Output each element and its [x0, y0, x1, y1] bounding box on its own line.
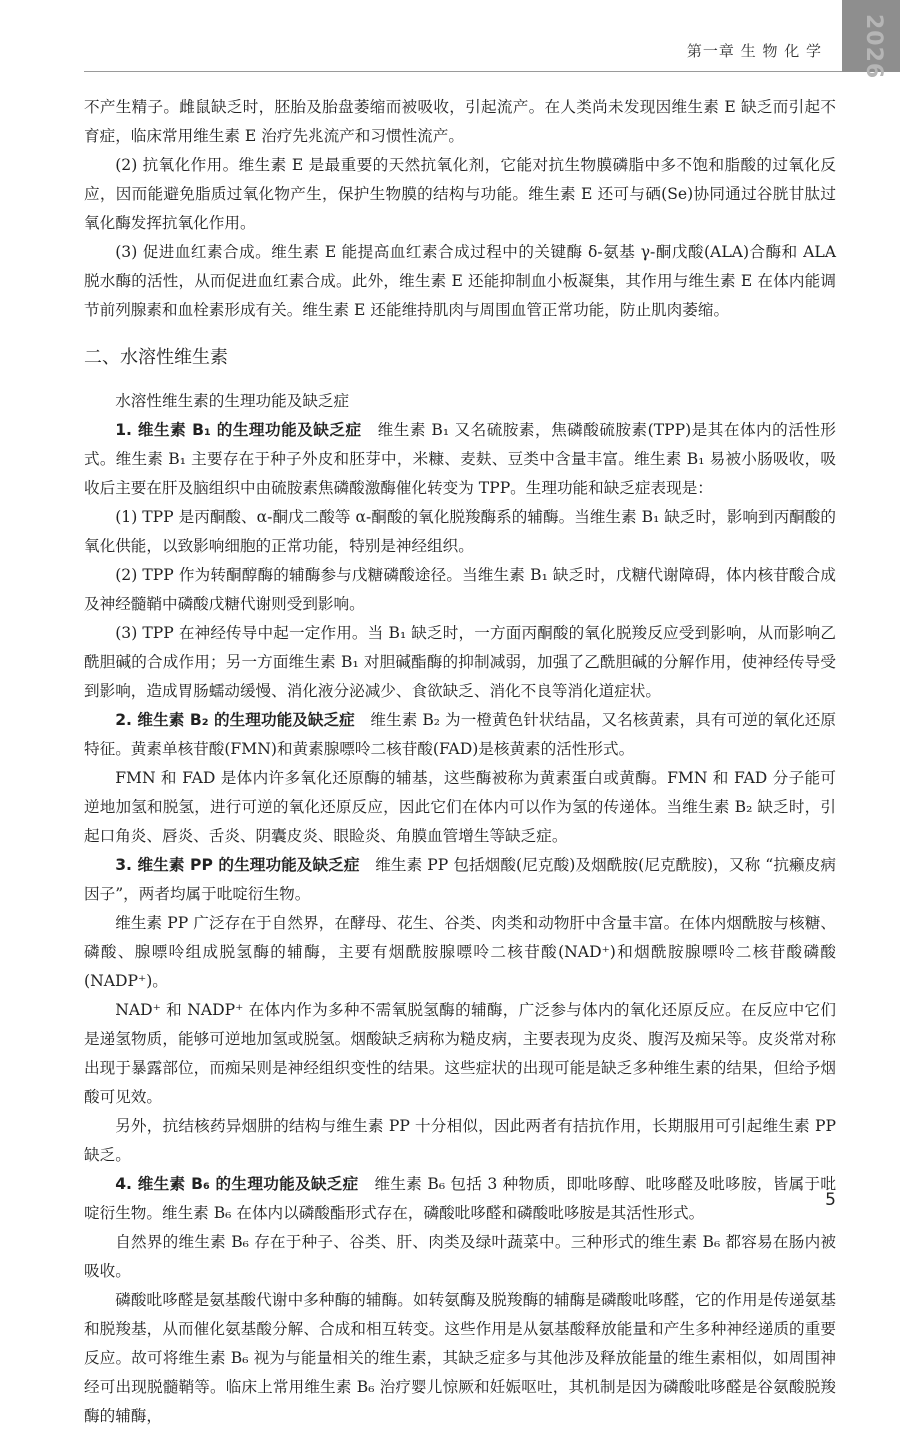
- subsection-lead: 4. 维生素 B₆ 的生理功能及缺乏症: [115, 1175, 359, 1193]
- paragraph: (2) 抗氧化作用。维生素 E 是最重要的天然抗氧化剂，它能对抗生物膜磷脂中多不饱和脂酸的过氧化反应，因而能避免脂质过氧化物产生，保护生物膜的结构与功能。维生素 E 还可与硒(Se)协同通过谷胱甘肽过氧化酶发挥抗氧化作用。: [84, 156, 836, 232]
- subsection-lead: 1. 维生素 B₁ 的生理功能及缺乏症: [115, 421, 362, 439]
- subsection-lead: 2. 维生素 B₂ 的生理功能及缺乏症: [115, 711, 355, 729]
- paragraph-text: 维生素 B₂ 为一橙黄色针状结晶，又名核黄素，具有可逆的氧化还原特征。黄素单核苷酸(FMN)和黄素腺嘌呤二核苷酸(FAD)是核黄素的活性形式。: [84, 711, 836, 758]
- paragraph: (2) TPP 作为转酮醇酶的辅酶参与戊糖磷酸途径。当维生素 B₁ 缺乏时，戊糖代谢障碍，体内核苷酸合成及神经髓鞘中磷酸戊糖代谢则受到影响。: [84, 566, 836, 613]
- paragraph: 磷酸吡哆醛是氨基酸代谢中多种酶的辅酶。如转氨酶及脱羧酶的辅酶是磷酸吡哆醛，它的作用是传递氨基和脱羧基，从而催化氨基酸分解、合成和相互转变。这些作用是从氨基酸释放能量和产生多种神经递质的重要反应。故可将维生素 B₆ 视为与能量相关的维生素，其缺乏症多与其他涉及释放能量的维生素相似，如周围神经可出现脱髓鞘等。临床上常用维生素 B₆ 治疗婴儿惊厥和妊娠呕吐，其机制是因为磷酸吡哆醛是谷氨酸脱羧酶的辅酶，: [84, 1291, 836, 1425]
- paragraph: [84, 416, 836, 503]
- chapter-title: 第一章 生 物 化 学: [686, 42, 822, 60]
- paragraph: 水溶性维生素的生理功能及缺乏症: [115, 392, 350, 410]
- page-header: [0, 0, 900, 80]
- paragraph: 自然界的维生素 B₆ 存在于种子、谷类、肝、肉类及绿叶蔬菜中。三种形式的维生素 B₆ 都容易在肠内被吸收。: [84, 1233, 836, 1280]
- paragraph: (3) TPP 在神经传导中起一定作用。当 B₁ 缺乏时，一方面丙酮酸的氧化脱羧反应受到影响，从而影响乙酰胆碱的合成作用；另一方面维生素 B₁ 对胆碱酯酶的抑制减弱，加强了乙酰胆碱的分解作用，使神经传导受到影响，造成胃肠蠕动缓慢、消化液分泌减少、食欲缺乏、消化不良等消化道症状。: [84, 624, 836, 700]
- paragraph: FMN 和 FAD 是体内许多氧化还原酶的辅基，这些酶被称为黄素蛋白或黄酶。FMN 和 FAD 分子能可逆地加氢和脱氢，进行可逆的氧化还原反应，因此它们在体内可以作为氢的传递体。当维生素 B₂ 缺乏时，引起口角炎、唇炎、舌炎、阴囊皮炎、眼睑炎、角膜血管增生等缺乏症。: [84, 769, 836, 845]
- section-heading: 二、水溶性维生素: [84, 347, 228, 368]
- paragraph: [84, 1170, 836, 1228]
- paragraph: (1) TPP 是丙酮酸、α-酮戊二酸等 α-酮酸的氧化脱羧酶系的辅酶。当维生素 B₁ 缺乏时，影响到丙酮酸的氧化供能，以致影响细胞的正常功能，特别是神经组织。: [84, 508, 836, 555]
- paragraph-text: 维生素 B₁ 又名硫胺素，焦磷酸硫胺素(TPP)是其在体内的活性形式。维生素 B₁ 主要存在于种子外皮和胚芽中，米糠、麦麸、豆类中含量丰富。维生素 B₁ 易被小肠吸收，吸收后主要在肝及脑组织中由硫胺素焦磷酸激酶催化转变为 TPP。生理功能和缺乏症表现是：: [84, 421, 836, 497]
- paragraph: 维生素 PP 广泛存在于自然界，在酵母、花生、谷类、肉类和动物肝中含量丰富。在体内烟酰胺与核糖、磷酸、腺嘌呤组成脱氢酶的辅酶，主要有烟酰胺腺嘌呤二核苷酸(NAD⁺)和烟酰胺腺嘌呤二核苷酸磷酸(NADP⁺)。: [84, 914, 836, 990]
- page-number: 5: [825, 1190, 836, 1210]
- header-divider: [84, 71, 842, 72]
- year-mark: 2026: [861, 14, 886, 80]
- subsection-lead: 3. 维生素 PP 的生理功能及缺乏症: [115, 856, 360, 874]
- paragraph: [84, 706, 836, 764]
- paragraph-text: 维生素 PP 包括烟酸(尼克酸)及烟酰胺(尼克酰胺)，又称 “抗癞皮病因子”，两者均属于吡啶衍生物。: [84, 856, 836, 903]
- paragraph-text: 维生素 B₆ 包括 3 种物质，即吡哆醇、吡哆醛及吡哆胺，皆属于吡啶衍生物。维生素 B₆ 在体内以磷酸酯形式存在，磷酸吡哆醛和磷酸吡哆胺是其活性形式。: [84, 1175, 836, 1222]
- paragraph: [84, 851, 836, 909]
- paragraph: NAD⁺ 和 NADP⁺ 在体内作为多种不需氧脱氢酶的辅酶，广泛参与体内的氧化还原反应。在反应中它们是递氢物质，能够可逆地加氢或脱氢。烟酸缺乏病称为糙皮病，主要表现为皮炎、腹泻及痴呆等。皮炎常对称出现于暴露部位，而痴呆则是神经组织变性的结果。这些症状的出现可能是缺乏多种维生素的结果，但给予烟酸可见效。: [84, 1001, 836, 1106]
- paragraph: (3) 促进血红素合成。维生素 E 能提高血红素合成过程中的关键酶 δ-氨基 γ-酮戊酸(ALA)合酶和 ALA 脱水酶的活性，从而促进血红素合成。此外，维生素 E 还能抑制血小板凝集，其作用与维生素 E 在体内能调节前列腺素和血栓素形成有关。维生素 E 还能维持肌肉与周围血管正常功能，防止肌肉萎缩。: [84, 243, 836, 319]
- paragraph: 不产生精子。雌鼠缺乏时，胚胎及胎盘萎缩而被吸收，引起流产。在人类尚未发现因维生素 E 缺乏而引起不育症，临床常用维生素 E 治疗先兆流产和习惯性流产。: [84, 98, 836, 145]
- paragraph: 另外，抗结核药异烟肼的结构与维生素 PP 十分相似，因此两者有拮抗作用，长期服用可引起维生素 PP 缺乏。: [84, 1117, 836, 1164]
- header-year-tab: [842, 0, 900, 80]
- page-body: [84, 93, 836, 1431]
